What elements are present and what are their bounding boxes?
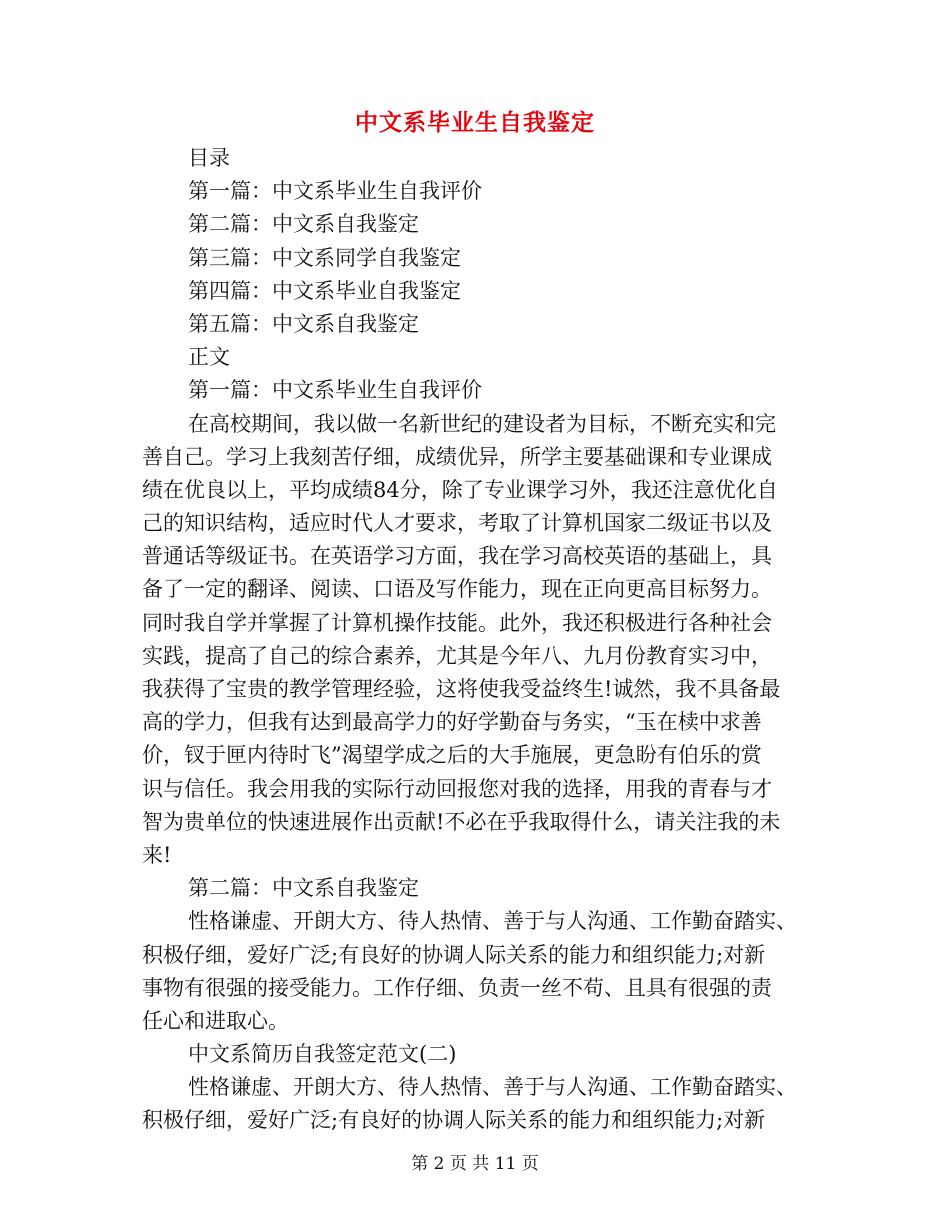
text-line: 我获得了宝贵的教学管理经验，这将使我受益终生!诚然，我不具备最 — [142, 677, 781, 701]
text-line: 绩在优良以上，平均成绩84分，除了专业课学习外，我还注意优化自 — [142, 477, 778, 502]
text-line: 第一篇：中文系毕业生自我评价 — [188, 378, 482, 403]
text-line: 第二篇：中文系自我鉴定 — [188, 212, 419, 237]
text-line: 在高校期间，我以做一名新世纪的建设者为目标，不断充实和完 — [188, 411, 776, 436]
text-line: 目录 — [188, 146, 230, 170]
text-line: 高的学力，但我有达到最高学力的好学勤奋与务实，“玉在椟中求善 — [142, 710, 762, 735]
document-title: 中文系毕业生自我鉴定 — [355, 109, 595, 136]
text-line: 第三篇：中文系同学自我鉴定 — [188, 245, 461, 270]
text-line: 正文 — [188, 345, 230, 370]
text-line: 性格谦虚、开朗大方、待人热情、善于与人沟通、工作勤奋踏实、 — [188, 909, 797, 934]
text-line: 事物有很强的接受能力。工作仔细、负责一丝不苟、且具有很强的责 — [142, 975, 772, 1000]
text-line: 性格谦虚、开朗大方、待人热情、善于与人沟通、工作勤奋踏实、 — [188, 1075, 797, 1100]
text-line: 智为贵单位的快速进展作出贡献!不必在乎我取得什么，请关注我的未 — [142, 809, 781, 834]
text-line: 同时我自学并掌握了计算机操作技能。此外，我还积极进行各种社会 — [142, 610, 772, 635]
text-line: 备了一定的翻译、阅读、口语及写作能力，现在正向更高目标努力。 — [142, 577, 772, 602]
text-line: 普通话等级证书。在英语学习方面，我在学习高校英语的基础上，具 — [142, 544, 772, 569]
text-line: 积极仔细，爱好广泛;有良好的协调人际关系的能力和组织能力;对新 — [142, 942, 766, 967]
text-line: 己的知识结构，适应时代人才要求，考取了计算机国家二级证书以及 — [142, 511, 772, 536]
text-line: 第一篇：中文系毕业生自我评价 — [188, 179, 482, 204]
text-line: 第五篇：中文系自我鉴定 — [188, 311, 419, 336]
document-body — [142, 142, 810, 1138]
text-line: 善自己。学习上我刻苦仔细，成绩优异，所学主要基础课和专业课成 — [142, 444, 772, 469]
text-line: 任心和进取心。 — [142, 1008, 289, 1033]
text-line: 第二篇：中文系自我鉴定 — [188, 876, 419, 901]
text-line: 第四篇：中文系毕业自我鉴定 — [188, 278, 461, 303]
text-line: 中文系简历自我签定范文(二) — [188, 1042, 457, 1067]
text-line: 识与信任。我会用我的实际行动回报您对我的选择，用我的青春与才 — [142, 776, 772, 801]
text-line: 实践，提高了自己的综合素养，尤其是今年八、九月份教育实习中， — [142, 643, 772, 668]
page-footer: 第 2 页 共 11 页 — [411, 1154, 539, 1174]
text-line: 来! — [142, 842, 172, 867]
text-line: 积极仔细，爱好广泛;有良好的协调人际关系的能力和组织能力;对新 — [142, 1108, 766, 1133]
text-line: 价，钗于匣内待时飞”渴望学成之后的大手施展，更急盼有伯乐的赏 — [142, 743, 762, 768]
